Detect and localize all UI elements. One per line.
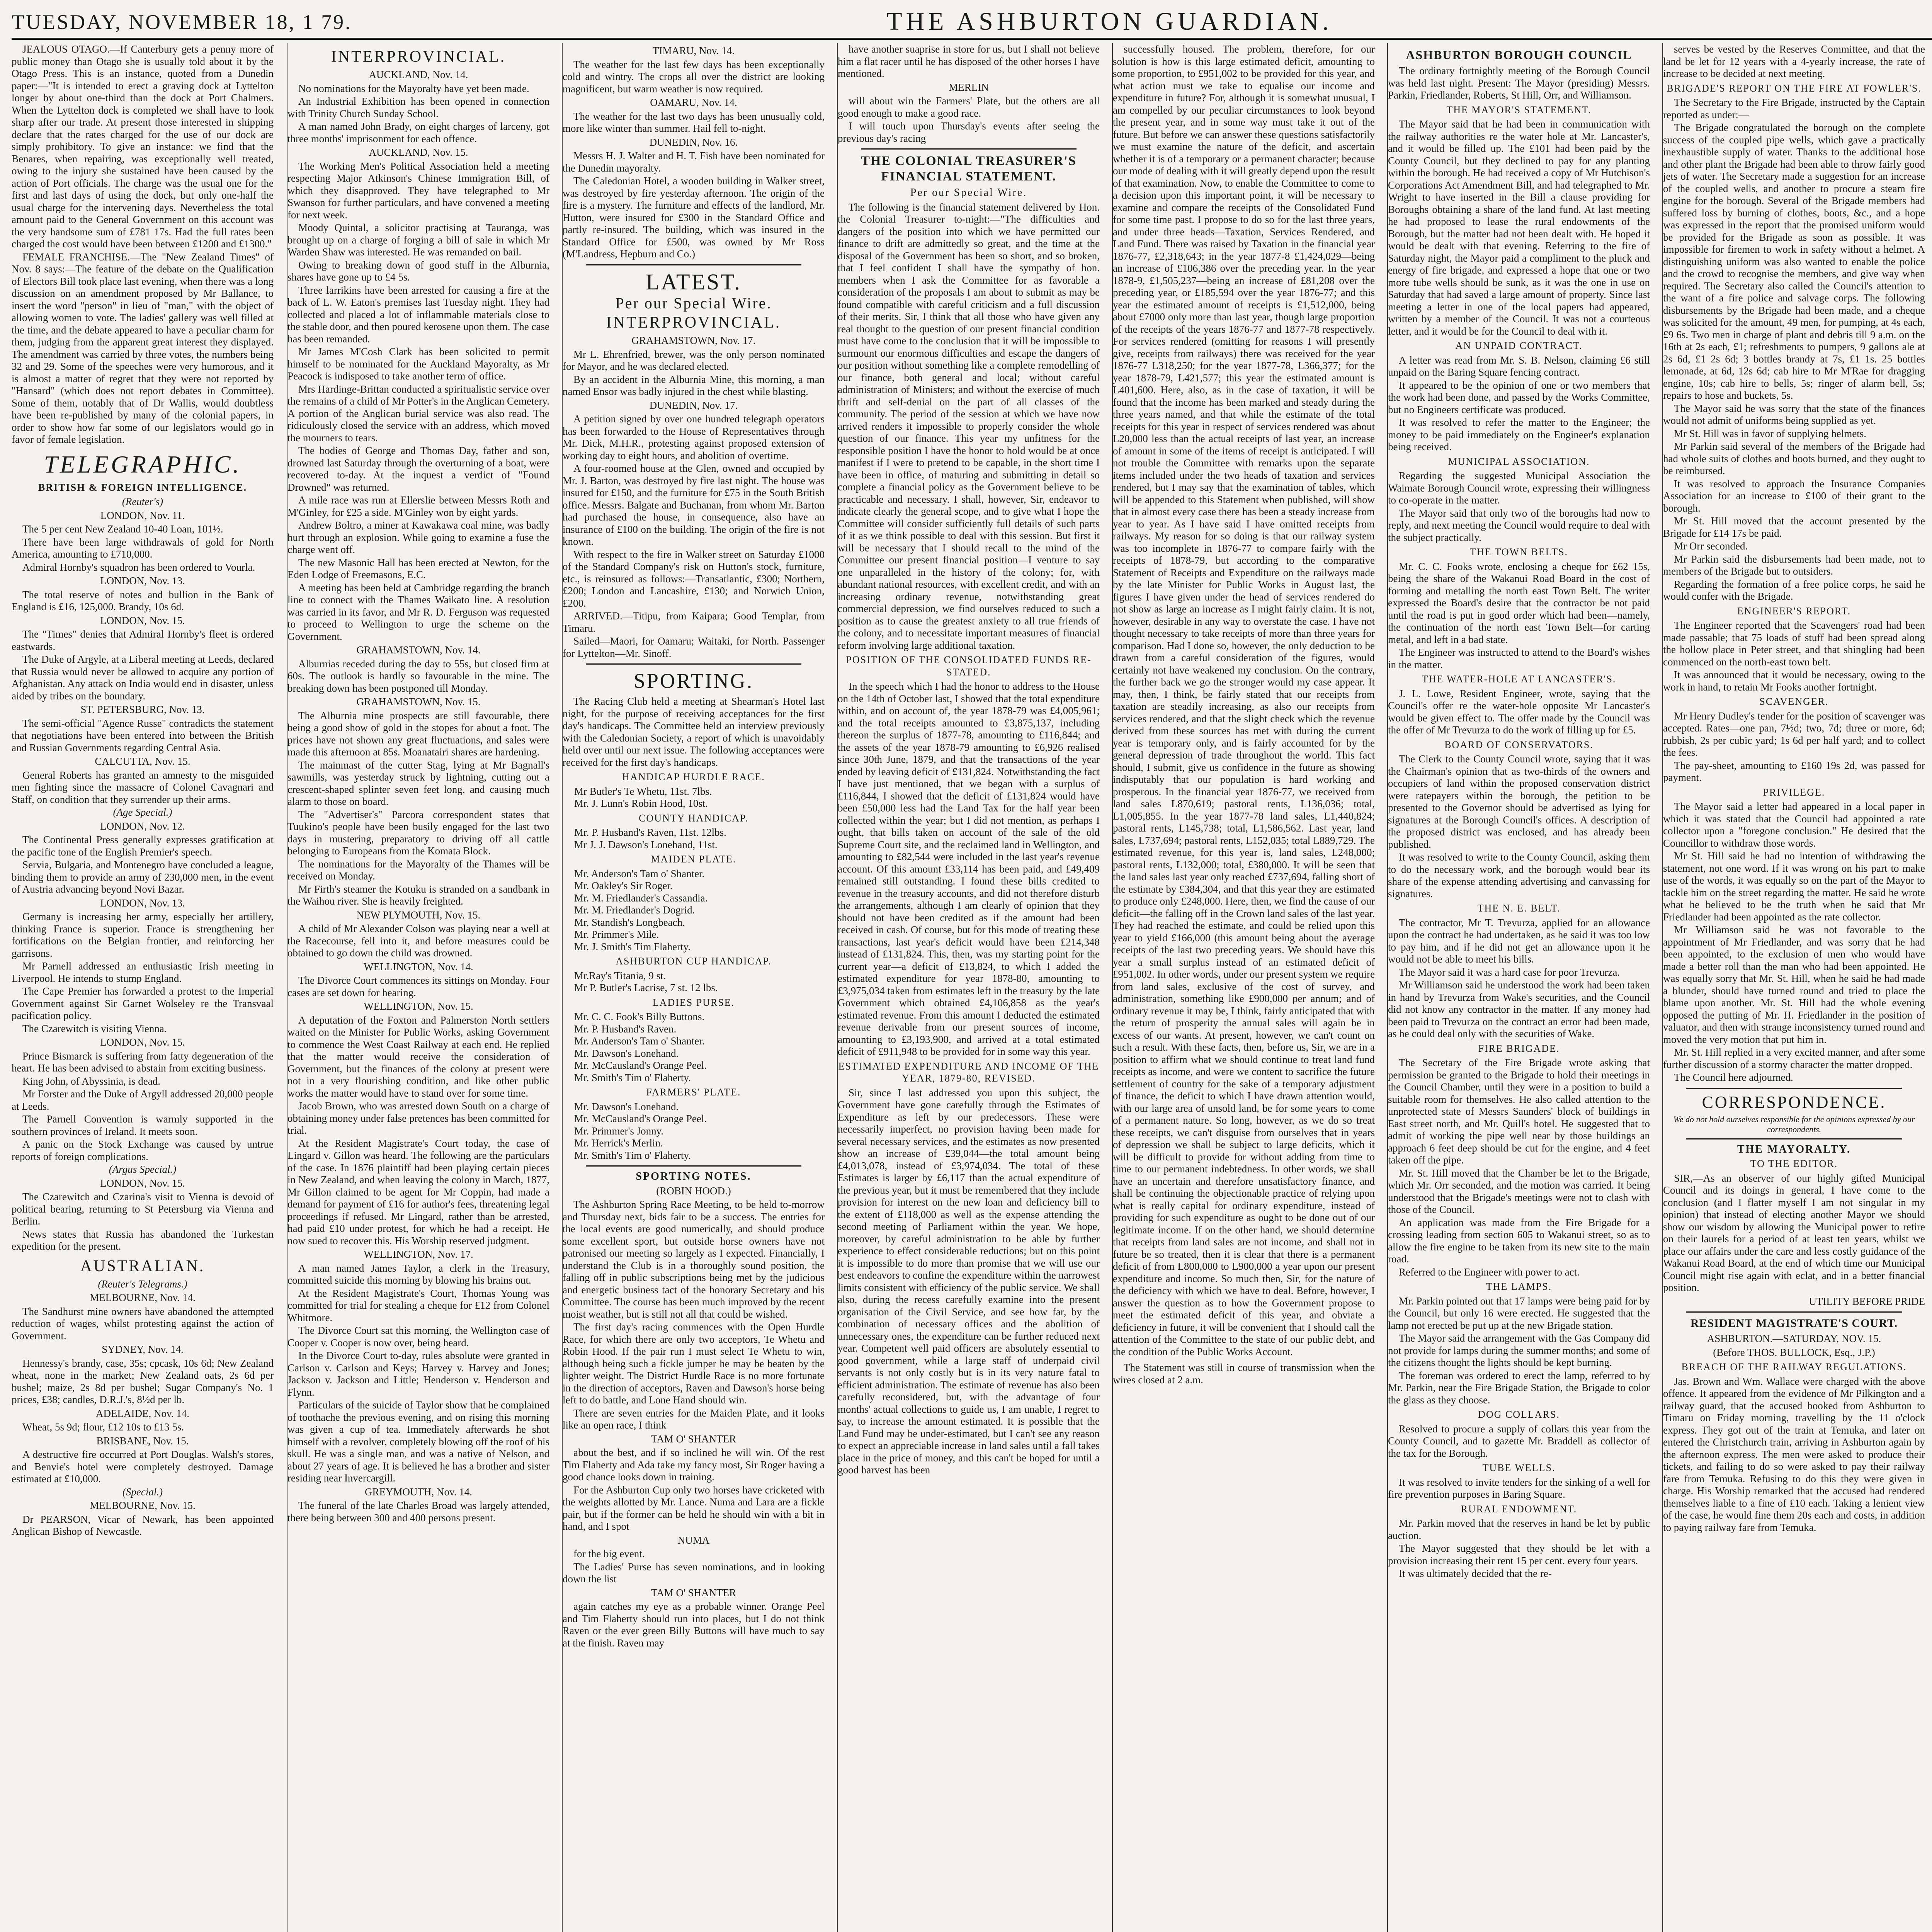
section-heading: CORRESPONDENCE. [1702, 1092, 1886, 1112]
paragraph: The Engineer reported that the Scavengers' road had been made passable; that 75 loads of stuff had been spread along the hollow place in Peter street, and that shingling had been commenced on the north-east town belt. [1663, 619, 1925, 668]
paragraph: Mr James M'Cosh Clark has been solicited to permit himself to be nominated for the Auckland Mayoralty, as Mr Peacock is indisposed to take another term of office. [287, 346, 549, 382]
paragraph: It was ultimately decided that the re- [1399, 1568, 1552, 1579]
dateline: NEW PLYMOUTH, Nov. 15. [356, 909, 481, 921]
section-heading: INTERPROVINCIAL. [606, 314, 781, 332]
paragraph: The Caledonian Hotel, a wooden building in Walker street, was destroyed by fire yesterday afternoon. The origin of the fire is a mystery. The furniture and effects of the landlord, Mr. Hutton, were insured for £300 in the Standard Office and partly re-insured. The building, which was insured in the Standard Office for £500, was owned by Mr Ross (M'Landress, Hepburn and Co.) [563, 175, 825, 260]
paragraph: Mr Williamson said he was not favorable to the appointment of Mr Friedlander, and was sorry that he had been appointed, to the exclusion of men who would have made a better roll than the man who had been appointed. He was equally sorry that Mr. St. Hill, when he said he had made a blunder, should have turned round and tried to place the blame upon another. Mr. St. Hill had the whole evening opposed the putting of Mr. H. Friedlander in the position of valuator, and then with strange inconsistency turned round and moved the very motion that put him in. [1663, 924, 1925, 1045]
paragraph: The "Times" denies that Admiral Hornby's fleet is ordered eastwards. [12, 628, 274, 652]
paragraph: Mr. St. Hill moved that the Chamber be let to the Brigade, which Mr. Orr seconded, and the motion was carried. It being understood that the Brigade's meetings were not to clash with those of the Council. [1388, 1167, 1650, 1215]
subsection-heading: THE TOWN BELTS. [1469, 546, 1568, 558]
paragraph: It was resolved to invite tenders for the sinking of a well for fire prevention purposes in Baring Square. [1388, 1476, 1650, 1500]
paragraph: The Secretary to the Fire Brigade, instructed by the Captain reported as under:— [1663, 97, 1925, 121]
race-heading: FARMERS' PLATE. [646, 1087, 741, 1098]
paragraph: The Brigade congratulated the borough on the complete success of the coupled pipe wells, which gave a practically inexhaustible supply of water. Thanks to the additional hose and other plant the Brigade had been able to throw fairly good jets of water. The Secretary made a suggestion for an increase of the coupled wells, and another to procure a steam fire engine for the borough. Several of the Brigade members had suffered loss by burning of clothes, boots, &c., and a hope was expressed in the report that the promised uniform would be provided for the Brigade as soon as possible. It was impossible for firemen to work in safety without a helmet. A distinguishing uniform was also wanted to enable the police and the crowd to recognise the members, and give way when required. The Secretary also called the Council's attention to the want of a fire police and salvage corps. The following disbursements by the Brigade had been made, and a cheque was solicited for the amount, 49 men, for pumping, at 4s each, £9 6s. Two men in charge of plant and debris till 9 a.m. on the 16th at 2s each, £1; refreshments to pumpers, 9 gallons ale at 2s 6d, £1 2s 6d; 3 bottles brandy at 7s, £1 1s. 25 bottles lemonade, at 6d, 12s 6d; cab hire to Mr M'Rae for dragging engine, 10s; cab hire to bells, 5s; ringer of alarm bell, 5s; repairs to hose and buckets, 5s. [1663, 122, 1925, 401]
horse-name: MERLIN [949, 81, 989, 93]
paragraph: The Cape Premier has forwarded a protest to the Imperial Government against Sir Garnet Wolseley re the Transvaal pacification policy. [12, 985, 274, 1021]
paragraph: For the Ashburton Cup only two horses have cricketed with the weights allotted by Mr. Lance. Numa and Lara are a fickle pair, but if the former can be held he should win with a bit in hand, and I spot [563, 1484, 825, 1532]
paragraph: Mr. St. Hill replied in a very excited manner, and after some further discussion of a stormy character the matter dropped. [1663, 1046, 1925, 1070]
paragraph: The Mayor said it was a hard case for poor Trevurza. [1399, 966, 1620, 978]
paragraph: Regarding the formation of a free police corps, he said he would confer with the Brigade. [1663, 578, 1925, 602]
paragraph: Mr Forster and the Duke of Argyll addressed 20,000 people at Leeds. [12, 1088, 274, 1112]
paragraph: Mr. Parkin moved that the reserves in hand be let by public auction. [1388, 1517, 1650, 1541]
paragraph: News states that Russia has abandoned the Turkestan expedition for the present. [12, 1228, 274, 1252]
paragraph: Jas. Brown and Wm. Wallace were charged with the above offence. It appeared from the evidence of Mr Pilkington and a railway guard, that the accused booked from Ashburton to Timaru on Friday morning, travelling by the 11 o'clock express. They got out of the train at Temuka, and later on entered the Christchurch train, arriving in Ashburton again by the afternoon express. The men were asked to produce their tickets, and failing to do so were asked to pay their railway fare from Temuka. Refusing to do this they were given in charge. His Worship remarked that the accused had rendered themselves liable to a fine of £10 each. Taking a lenient view of the case, he would fine them 20s each and costs, in addition to paying railway fare from Temuka. [1663, 1375, 1925, 1533]
dateline: CALCUTTA, Nov. 15. [95, 755, 190, 767]
subsection-heading: Per our Special Wire. [615, 294, 772, 312]
list-item: Mr. McCausland's Orange Peel. [574, 1113, 707, 1124]
paragraph: Sailed—Maori, for Oamaru; Waitaki, for North. Passenger for Lyttelton—Mr. Sinoff. [563, 635, 825, 659]
paragraph: ARRIVED.—Titipu, from Kaipara; Good Templar, from Timaru. [563, 610, 825, 634]
dateline: WELLINGTON, Nov. 17. [364, 1248, 473, 1260]
paragraph: By an accident in the Alburnia Mine, this morning, a man named Ensor was badly injured in the chest while blasting. [563, 373, 825, 397]
paragraph: have another suaprise in store for us, but I shall not believe him a flat racer until he has disposed of the other horses I have mentioned. [838, 43, 1100, 79]
paragraph: The contractor, Mr T. Trevurza, applied for an allowance upon the contract he had undertaken, as he said it was too low to pay him, and if he did not get an allowance upon it he would not be able to meet his bills. [1388, 917, 1650, 965]
dateline: BRISBANE, Nov. 15. [96, 1435, 189, 1447]
divider [586, 264, 801, 265]
divider [1686, 1088, 1902, 1089]
column-3 [562, 43, 825, 1932]
paragraph: The "Advertiser's" Parcora correspondent states that Tuukino's people have been busily engaged for the last two days in mustering, preparatory to driving off all cattle belonging to Europeans from the Komata Block. [287, 808, 549, 857]
paragraph: Mr Henry Dudley's tender for the position of scavenger was accepted. Rates—one pan, 7½d; two, 7d; three or more, 6d; rubbish, 2s per cubic yard; 1s 6d per half yard; and to collect the fees. [1663, 710, 1925, 758]
entry-list [574, 1011, 825, 1084]
dateline: DUNEDIN, Nov. 16. [649, 136, 738, 148]
column-1 [12, 43, 274, 1932]
paragraph: An Industrial Exhibition has been opened in connection with Trinity Church Sunday School. [287, 95, 549, 119]
paragraph: The Sandhurst mine owners have abandoned the attempted reduction of wages, whilst protesting against the action of Government. [12, 1305, 274, 1342]
paragraph: again catches my eye as a probable winner. Orange Peel and Tim Flaherty should run into places, but I do not think Raven or the ever green Billy Buttons will have much to say at the finish. Raven may [563, 1600, 825, 1649]
race-heading: LADIES PURSE. [652, 997, 735, 1008]
paragraph: I will touch upon Thursday's events after seeing the previous day's racing [838, 120, 1100, 144]
paragraph: The following is the financial statement delivered by Hon. the Colonial Treasurer to-night:—"The difficulties and dangers of the position into which we have permitted our finance to drift are admittedly so great, and the time at the disposal of the Government has been so short, and so broken, that I feel confident I shall have the sympathy of hon. members when I ask the Committee for as favorable a consideration of the proposals I am about to submit as may be found compatible with careful criticism and a full discussion of their merits. Sir, I think that all those who have given any real thought to the question of our present financial condition must have come to the conclusion that it will be impossible to surmount our enormous difficulties and escape the dangers of our position without something like a complete remodelling of our finance, both general and local; without careful administration of Ministers; and without the exercise of much thrift and self-denial on the part of all classes of the community. The period of the session at which we have now arrived renders it impossible to properly consider the whole question of our finance. This year my unfitness for the responsible position I have the honor to hold would be at once manifest if I were to pretend to be capable, in the short time I have been in office, of maturing and submitting in detail so complete a financial policy as the Government believe to be practicable and necessary. I shall, however, Sir, endeavor to indicate clearly the general scope, and to give what I hope the Committee will consider sufficiently full details of such parts of it as we think possible to deal with this session. But first it will be necessary that I should recall to the mind of the Committee our present financial position—I venture to say one unparalleled in the history of the colony; for, with abundant national resources, with excellent credit, and with an increasing ordinary revenue, notwithstanding great commercial depression, we find ourselves reduced to such a position as to cause the greatest anxiety to all true friends of the colony, and to necessitate important measures of financial reform involving large additional taxation. [838, 201, 1100, 651]
paragraph: A petition signed by over one hundred telegraph operators has been forwarded to the House of Representatives through Mr. Dick, M.H.R., protesting against proposed extension of working day to eight hours, and abolition of overtime. [563, 413, 825, 461]
paragraph: A mile race was run at Ellerslie between Messrs Roth and M'Ginley, for £25 a side. M'Ginley won by eight yards. [287, 494, 549, 518]
dateline: WELLINGTON, Nov. 15. [364, 1000, 473, 1012]
subsection-heading: Per our Special Wire. [910, 187, 1027, 199]
paragraph: Wheat, 5s 9d; flour, £12 10s to £13 5s. [22, 1421, 184, 1433]
masthead [12, 7, 1932, 40]
entry-list [574, 1101, 825, 1162]
paragraph: The bodies of George and Thomas Day, father and son, drowned last Saturday through the overturning of a boat, were recovered to-day. At the inquest a verdict of "Found Drowned" was returned. [287, 445, 549, 493]
paragraph: Regarding the suggested Municipal Association the Waimate Borough Council wrote, expressing their willingness to co-operate in the matter. [1388, 470, 1650, 506]
paragraph: Particulars of the suicide of Taylor show that he complained of toothache the previous evening, and on rising this morning was given a cup of tea. Immediately afterwards he shot himself with a revolver, completely blowing off the roof of his skull. He was a single man, and was a native of Nelson, and about 27 years of age. It is believed he has a brother and sister residing near Invercargill. [287, 1399, 549, 1484]
paragraph: The Mayor suggested that they should be let with a provision increasing their rent 15 per cent. every four years. [1388, 1543, 1650, 1566]
paragraph: Hennessy's brandy, case, 35s; cpcask, 10s 6d; New Zealand wheat, none in the market; New Zealand oats, 2s 6d per bushel; maize, 2s 8d per bushel; Sugar Company's No. 1 prices, £38; candles, D.R.J.'s, 8½d per lb. [12, 1357, 274, 1405]
paragraph: The Parnell Convention is warmly supported in the southern provinces of Ireland. It meets soon. [12, 1113, 274, 1137]
paragraph: With respect to the fire in Walker street on Saturday £1000 of the Standard Company's risk on Hutton's stock, furniture, etc., is reinsured as follows:—Transatlantic, £300; Northern, £200; London and Lancashire, £130; and Norwich Union, £200. [563, 548, 825, 609]
dateline: ASHBURTON.—SATURDAY, NOV. 15. [1707, 1333, 1881, 1344]
subsection-heading: TUBE WELLS. [1482, 1462, 1556, 1473]
paragraph: Alburnias receded during the day to 55s, but closed firm at 60s. The outlook is hardly so favourable in the mine. The breaking down has been postponed till Monday. [287, 658, 549, 694]
paragraph: Referred to the Engineer with power to act. [1399, 1266, 1580, 1278]
paragraph: The Mayor said he was sorry that the state of the finances would not admit of uniforms being supplied as yet. [1663, 402, 1925, 426]
list-item: Mr. C. C. Fook's Billy Buttons. [574, 1011, 705, 1022]
paragraph: The Mayor said a letter had appeared in a local paper in which it was stated that the Council had appointed a rate collector upon a "foregone conclusion." He desired that the Councillor to withdraw those words. [1663, 801, 1925, 849]
paragraph: The first day's racing commences with the Open Hurdle Race, for which there are only two acceptors, Te Whetu and Robin Hood. If the pair run I must select Te Whetu to win, although being such a fickle jumper he may be beaten by the lighter weight. The District Hurdle Race is no more fortunate in the direction of acceptors, Raven and Dawson's horse being left to do battle, and Lone Hand should win. [563, 1321, 825, 1406]
dateline: GREYMOUTH, Nov. 14. [365, 1486, 472, 1498]
column-4 [837, 43, 1100, 1932]
paragraph: General Roberts has granted an amnesty to the misguided men fighting since the massacre of Colonel Cavagnari and Staff, on condition that they surrender up their arms. [12, 769, 274, 805]
dateline: MELBOURNE, Nov. 14. [90, 1292, 196, 1303]
byline: (ROBIN HOOD.) [656, 1185, 731, 1197]
paragraph: The Statement was still in course of transmission when the wires closed at 2 a.m. [1113, 1362, 1375, 1386]
paragraph: A four-roomed house at the Glen, owned and occupied by Mr. J. Barton, was destroyed by fire last night. The house was insured for £150, and the furniture for £75 in the South British office. Messrs. Balgate and Buchanan, from whom Mr. Barton had purchased the house, in consequence, also have an insurance of £100 on the building. The origin of the fire is not known. [563, 463, 825, 547]
paragraph: The Divorce Court sat this morning, the Wellington case of Cooper v. Cooper is now over, being heard. [287, 1325, 549, 1349]
list-item: Mr. Primmer's Mile. [574, 929, 659, 940]
paragraph: The mainmast of the cutter Stag, lying at Mr Bagnall's sawmills, was yesterday struck by lightning, cutting out a crescent-shaped splinter seven feet long, and causing much alarm to those on board. [287, 759, 549, 807]
paragraph: Dr PEARSON, Vicar of Newark, has been appointed Anglican Bishop of Newcastle. [12, 1513, 274, 1537]
paragraph: It was resolved to approach the Insurance Companies Association for an increase to £100 of their grant to the borough. [1663, 478, 1925, 514]
paragraph: JEALOUS OTAGO.—If Canterbury gets a penny more of public money than Otago she is usually told about it by the Otago Press. This is an instance, quoted from a Dunedin paper:—"It is intended to erect a graving dock at Lyttelton longer by about one-third than the dock at Port Chalmers. When the Lyttelton dock is completed we shall have to look sharp after our trade. At present those interested in shipping declare that the rates charged for the use of our dock are simply prohibitory. To give an instance: we find that the Benares, when repairing, was exceptionally well treated, owing to the injury she sustained have been caused by the action of Port officials. The charge was the usual one for the first and last days of using the dock, but only one-half the usual charge for the intervening days. Nevertheless the total amount paid to the General Government on this account was the very handsome sum of £781 17s. Had the full rates been charged the cost would have been between £1200 and £1300." [12, 43, 274, 250]
section-heading: THE COLONIAL TREASURER'S FINANCIAL STATEMENT. [861, 154, 1077, 184]
paragraph: will about win the Farmers' Plate, but the others are all good enough to make a good race. [838, 95, 1100, 119]
dateline: TIMARU, Nov. 14. [653, 45, 735, 56]
paragraph: Mr L. Ehrenfried, brewer, was the only person nominated for Mayor, and he was declared elected. [563, 348, 825, 372]
horse-name: NUMA [677, 1534, 710, 1546]
source-note: (Special.) [122, 1486, 163, 1498]
list-item: Mr Butler's Te Whetu, 11st. 7lbs. [574, 785, 712, 797]
paragraph: Prince Bismarck is suffering from fatty degeneration of the heart. He has been advised to abstain from exciting business. [12, 1050, 274, 1074]
paragraph: The Duke of Argyle, at a Liberal meeting at Leeds, declared that Russia would never be allowed to acquire any portion of Afghanistan. Any attack on India would end in disaster, unless aided by tribes on the boundary. [12, 653, 274, 702]
paragraph: Mr St. Hill moved that the account presented by the Brigade for £14 17s be paid. [1663, 515, 1925, 539]
paragraph: Mr Parkin said the disbursements had been made, not to members of the Brigade but to outsiders. [1663, 553, 1925, 577]
paragraph: for the big event. [573, 1548, 645, 1560]
dateline: GRAHAMSTOWN, Nov. 14. [356, 644, 481, 656]
paragraph: It was announced that it would be necessary, owing to the work in hand, to retain Mr Fooks another fortnight. [1663, 669, 1925, 693]
paragraph: Mrs Hardinge-Brittan conducted a spiritualistic service over the remains of a child of Mr Potter's in the Anglican Cemetery. A portion of the Anglican burial service was also read. The ridiculously closed the service with an address, which moved the mourners to tears. [287, 383, 549, 444]
divider [1686, 1138, 1902, 1139]
paragraph: Andrew Boltro, a miner at Kawakawa coal mine, was badly hurt through an explosion. While going to examine a fuse the charge went off. [287, 519, 549, 555]
list-item: Mr P. Butler's Lacrise, 7 st. 12 lbs. [574, 982, 718, 993]
horse-name: TAM O' SHANTER [651, 1587, 736, 1599]
paragraph: It appeared to be the opinion of one or two members that the work had been done, and passed by the Works Committee, but no Engineers certificate was produced. [1388, 379, 1650, 415]
letter-title: THE MAYORALTY. [1737, 1143, 1851, 1155]
subsection-heading: AN UNPAID CONTRACT. [1455, 340, 1583, 351]
paragraph: Owing to breaking down of good stuff in the Alburnia, shares have gone up to £4 5s. [287, 259, 549, 283]
paragraph: The foreman was ordered to erect the lamp, referred to by Mr. Parkin, near the Fire Brigade Station, the Brigade to color the glass as they choose. [1388, 1369, 1650, 1406]
paragraph: Sir, since I last addressed you upon this subject, the Government have gone carefully through the Estimates of Expenditure as left by our predecessors. These were necessarily imperfect, no provision having been made for several necessary services, and the estimates as now presented show an increase of £39,044—the total amount being £4,013,078, instead of £3,974,034. The total of these Estimates is larger by £6,117 than the actual expenditure of the previous year, but it must be remembered that they include provision for interest on the new loan and deficiency bill to the extent of £118,000 as well as the expense attending the second meeting of Parliament within the year. We hope, moreover, by careful administration to be able by further experience to effect considerable reductions; but on this point it is impossible to do more than promise that we will use our best endeavors to confine the expenditure within the narrowest limits consistent with efficiency of the public service. We shall also, during the recess carefully examine into the present organisation of the Civil Service, and see how far, by the combination of necessary offices and the abolition of unnecessary ones, the expenditure can be further reduced next year. Competent well paid officers are absolutely essential to good government, while a large staff of underpaid civil servants is not only costly but is in its very nature fatal to efficient administration. The estimate of revenue has also been carefully reconsidered, but, with the advantage of four months' actual collections to guide us, I am unable, I regret to say, to increase the amount estimated. It is possible that the Land Fund may be under-estimated, but I can't see any reason to expect an appreciable increase in land sales until a fall takes place in the price of money, and this can't be hoped for until a good harvest has been [838, 1087, 1100, 1476]
divider [586, 663, 801, 665]
race-heading: ASHBURTON CUP HANDICAP. [616, 956, 772, 967]
divider [586, 1165, 801, 1167]
paragraph: Three larrikins have been arrested for causing a fire at the back of L. W. Eaton's premises last Tuesday night. They had collected and placed a lot of inflammable materials close to the stable door, and then poured kerosene upon them. The case has been remanded. [287, 284, 549, 345]
paragraph: The new Masonic Hall has been erected at Newton, for the Eden Lodge of Freemasons, E.C. [287, 556, 549, 580]
entry-list [574, 868, 825, 953]
paragraph: Resolved to procure a supply of collars this year from the County Council, and to gazette Mr. Braddell as collector of the tax for the Borough. [1388, 1423, 1650, 1459]
section-heading: TELEGRAPHIC. [44, 450, 242, 478]
columns [12, 43, 1932, 1932]
paragraph: The semi-official "Agence Russe" contradicts the statement that negotiations have been entered into between the British and Russian Governments regarding Central Asia. [12, 717, 274, 753]
paragraph: The Mayor said that he had been in communication with the railway authorities re the water hole at Mr. Lancaster's, and it would be filled up. The £101 had been paid by the County Council, but they declined to pay for any planting within the borough. He had received a copy of Mr Hutchison's Corporations Act Amendment Bill, and had telegraphed to Mr. Wright to have inserted in the Bill a clause providing for Boroughs obtaining a share of the land fund. At last meeting he had proposed to lease the rural endowments of the Borough, but the matter had not been dealt with. He hoped it would be dealt with that evening. Referring to the fire of Saturday night, the Mayor paid a compliment to the pluck and energy of fire brigade, and expressed a hope that one or two more tube wells should be sunk, as it was the one in use on Saturday that had saved a large amount of property. Since last meeting a letter in one of the local papers had appeared, written by a member of the Council. It was not a courteous letter, and it would be for the Council to deal with it. [1388, 118, 1650, 337]
list-item: Mr. P. Husband's Raven. [574, 1023, 677, 1035]
race-heading: MAIDEN PLATE. [651, 854, 736, 865]
paragraph: The Continental Press generally expresses gratification at the pacific tone of the English Premier's speech. [12, 834, 274, 858]
paragraph: The nominations for the Mayoralty of the Thames will be received on Monday. [287, 858, 549, 882]
bench-note: (Before THOS. BULLOCK, Esq., J.P.) [1713, 1346, 1875, 1358]
paragraph: The Czarewitch is visiting Vienna. [22, 1022, 167, 1034]
paragraph: Admiral Hornby's squadron has been ordered to Vourla. [22, 561, 255, 573]
paragraph: A child of Mr Alexander Colson was playing near a well at the Racecourse, fell into it, and before measures could be obtained to go down the child was drowned. [287, 923, 549, 959]
paragraph: The Engineer was instructed to attend to the Board's wishes in the matter. [1388, 646, 1650, 670]
list-item: Mr. M. Friedlander's Dogrid. [574, 904, 695, 916]
list-item: Mr. P. Husband's Raven, 11st. 12lbs. [574, 827, 726, 838]
paragraph: The Mayor said the arrangement with the Gas Company did not provide for lamps during the summer months; and some of the citizens thought the lights should be kept burning. [1388, 1332, 1650, 1368]
dateline: GRAHAMSTOWN, Nov. 17. [631, 335, 756, 346]
paragraph: The Ashburton Spring Race Meeting, to be held to-morrow and Thursday next, bids fair to be a success. The entries for the local events are good numerically, and should produce some excellent sport, but outside horse owners have not patronised our meeting so largely as I expected. Financially, I understand the Club is in a thoroughly sound position, the falling off in public subscriptions being met by the judicious and energetic business tact of the honorary Secretary and his Committee. The course has been much improved by the recent moist weather, but is still not all that could be wished. [563, 1199, 825, 1320]
paragraph: There have been large withdrawals of gold for North America, amounting to £710,000. [12, 536, 274, 560]
paragraph: Mr St. Hill was in favor of supplying helmets. [1674, 427, 1866, 439]
paragraph: The Working Men's Political Association held a meeting respecting Major Atkinson's Chinese Immigration Bill, of which they disapproved. They have telegraphed to Mr Swanson for further particulars, and have convened a meeting for next week. [287, 160, 549, 221]
paragraph: A man named James Taylor, a clerk in the Treasury, committed suicide this morning by blowing his brains out. [287, 1262, 549, 1286]
paragraph: Mr Williamson said he understood the work had been taken in hand by Trevurza from Wake's securities, and the Council did not know any contractor in the matter. If any money had been paid to Trevurza on the contract an error had been made, as he could deal only with the securities of Wake. [1388, 979, 1650, 1039]
dateline: LONDON, Nov. 12. [100, 820, 185, 832]
paragraph: The 5 per cent New Zealand 10-40 Loan, 101½. [22, 523, 223, 535]
entry-list [574, 786, 825, 810]
dateline: WELLINGTON, Nov. 14. [364, 961, 473, 973]
dateline: LONDON, Nov. 15. [100, 614, 185, 626]
paragraph: Servia, Bulgaria, and Montenegro have concluded a league, binding them to provide an army of 230,000 men, in the event of Austria advancing beyond Novi Bazar. [12, 859, 274, 895]
list-item: Mr. McCausland's Orange Peel. [574, 1060, 707, 1071]
dateline: LONDON, Nov. 13. [100, 897, 185, 909]
paragraph: There are seven entries for the Maiden Plate, and it looks like an open race, I think [563, 1407, 825, 1431]
paragraph: Jacob Brown, who was arrested down South on a charge of obtaining money under false pretences has been committed for trial. [287, 1100, 549, 1136]
list-item: Mr. Anderson's Tam o' Shanter. [574, 867, 705, 879]
paragraph: A man named John Brady, on eight charges of larceny, got three months' imprisonment for each offence. [287, 121, 549, 145]
paragraph: At the Resident Magistrate's Court today, the case of Lingard v. Gillon was heard. The following are the particulars of the case. In 1876 plaintiff had been playing certain pieces in New Zealand, and when leaving the colony in March, 1877, Mr Gillon claimed to be agent for Mr Coppin, had made a demand for payment of £16 for author's fees, threatening legal proceedings if refused. Mr Lingard, rather than be arrested, had paid £10 under protest, for which he had a receipt. He now sued to recover this. His Worship reserved judgment. [287, 1137, 549, 1247]
paragraph: Mr Parnell addressed an enthusiastic Irish meeting in Liverpool. He intends to stump England. [12, 960, 274, 984]
paragraph: The Secretary of the Fire Brigade wrote asking that permission be granted to the Brigade to hold their meetings in the Council Chamber, until they were in a position to build a suitable room for themselves. He also called attention to the unprotected state of Messrs Saunders' block of buildings in East street north, and Mr. Quill's hotel. He suggested that to admit of working the pipe well near by those buildings an approach 6 feet deep should be cut for the engine, and 4 feet taken off the pipe. [1388, 1057, 1650, 1166]
list-item: Mr. J. Smith's Tim Flaherty. [574, 940, 690, 952]
section-heading: SPORTING. [633, 669, 754, 692]
column-5 [1112, 43, 1375, 1932]
subsection-heading: BRIGADE'S REPORT ON THE FIRE AT FOWLER'S. [1667, 82, 1922, 94]
issue-date: TUESDAY, NOVEMBER 18, 1 79. [12, 10, 352, 34]
race-heading: HANDICAP HURDLE RACE. [622, 771, 765, 782]
dateline: LONDON, Nov. 15. [100, 1036, 185, 1048]
paragraph: A letter was read from Mr. S. B. Nelson, claiming £6 still unpaid on the Baring Square fencing contract. [1388, 354, 1650, 378]
dateline: ADELAIDE, Nov. 14. [96, 1407, 189, 1419]
subsection-heading: SCAVENGER. [1759, 696, 1829, 707]
paragraph: Mr St. Hill said he had no intention of withdrawing the statement, not one word. If it was wrong on his part to make use of the words, it was equally so on the part of the Mayor to tackle him on the street regarding the matter. He said he wrote what he believed to be the truth when he said that Mr Friedlander had been appointed as the rate collector. [1663, 850, 1925, 923]
paragraph: The weather for the last two days has been unusually cold, more like winter than summer. Hail fell to-night. [563, 110, 825, 134]
paragraph: A deputation of the Foxton and Palmerston North settlers waited on the Minister for Public Works, asking Government to commence the West Coast Railway at each end. He replied that the matter would receive the consideration of Government, but the finances of the colony at present were not in a very flourishing condition, and like other public works the matter would have to stand over for some time. [287, 1014, 549, 1099]
subsection-heading: THE WATER-HOLE AT LANCASTER'S. [1422, 673, 1616, 685]
paragraph: Messrs H. J. Walter and H. T. Fish have been nominated for the Dunedin mayoralty. [563, 150, 825, 174]
dateline: GRAHAMSTOWN, Nov. 15. [356, 696, 481, 707]
paragraph: The weather for the last few days has been exceptionally cold and wintry. The crops all over the district are looking magnificent, but warm weather is now required. [563, 58, 825, 95]
paragraph: SIR,—As an observer of our highly gifted Municipal Council and its doings in general, I have come to the conclusion (and I flatter myself I am not singular in my opinion) that instead of electing another Mayor we should show our wisdom by allowing the Municipal power to retire on their laurels for a period of at least ten years, whilst we place our affairs under the care and less costly guidance of the Wakanui Road Board, at the end of which time our Municipal Council might rise again with eclat, and in a better financial position. [1663, 1172, 1925, 1293]
column-2 [287, 43, 549, 1932]
paragraph: The funeral of the late Charles Broad was largely attended, there being between 300 and 400 persons present. [287, 1500, 549, 1524]
newspaper-title: THE ASHBURTON GUARDIAN. [886, 7, 1333, 36]
paragraph: The Clerk to the County Council wrote, saying that it was the Chairman's opinion that as two-thirds of the owners and occupiers of land within the proposed conservation district were ratepayers within the borough, the petition to be presented to the Governor should be advertised as lying for signatures at the Borough Council's offices. A description of the proposed district was enclosed, and has already been published. [1388, 753, 1650, 850]
list-item: Mr J. J. Dawson's Lonehand, 11st. [574, 838, 718, 850]
dateline: AUCKLAND, Nov. 14. [369, 69, 468, 80]
subsection-heading: DOG COLLARS. [1478, 1409, 1560, 1420]
subsection-heading: THE N. E. BELT. [1477, 903, 1561, 914]
source-note: (Argus Special.) [109, 1163, 177, 1175]
list-item: Mr. Primmer's Jonny. [574, 1125, 664, 1137]
paragraph: In the speech which I had the honor to address to the House on the 14th of October last, I showed that the total expenditure within, and on account of, the year 1878-79 was £4,005,961; and the total receipts amounted to £3,875,137, including thereon the surplus of 1877-78, amounting to £116,844; and the assets of the year 1878-79 amounting to £6,926 realised since 30th June, 1879, and that the transactions of the year ended by leaving deficit of £131,824. Notwithstanding the fact I have just mentioned, that we began with a surplus of £116,844, I showed that the deficit of £131,824 would have been £50,000 less had the Land Tax for the half year been collected within the year; but I did not mention, as perhaps I ought, that bills taken on account of the sale of the old Supreme Court site, and the reclaimed land in Wellington, and amounting to £82,544 were included in the last year's revenue account. Of this amount £33,114 has been paid, and £49,409 remained still outstanding. I found these bills credited to revenue in the treasury accounts, and did not therefore disturb the arrangements, although I am clearly of opinion that they should not have been credited as if the amount had been received in cash. Of course, but for this mode of treating these transactions, last year's deficit would have been £214,348 instead of £131,824. This, then, was my starting point for the current year—a deficit of £13,824, to which I added the estimated expenditure for year 1878-80, amounting to £3,975,034 taken from estimates left in the treasury by the late Government which obtained £4,106,858 as the year's estimated revenue. From this amount I deducted the estimated revenue derivable from our present sources of income, amounting to £3,193,900, and arrived at a total estimated deficit of £911,948 to be provided for in some way this year. [838, 680, 1100, 1057]
list-item: Mr. Anderson's Tam o' Shanter. [574, 1035, 705, 1047]
paragraph: The Mayor said that only two of the boroughs had now to reply, and next meeting the Council would require to deal with the subject practically. [1388, 507, 1650, 543]
section-heading: RESIDENT MAGISTRATE'S COURT. [1690, 1317, 1898, 1330]
source-note: (Reuter's) [122, 496, 163, 507]
column-6 [1387, 43, 1650, 1932]
paragraph: The Racing Club held a meeting at Shearman's Hotel last night, for the purpose of receiving acceptances for the first day's handicaps. The Committee held an interview previously with the Caledonian Society, a report of which is unavoidably held over until our next issue. The following acceptances were received for the first day's handicaps. [563, 696, 825, 768]
paragraph: FEMALE FRANCHISE.—The "New Zealand Times" of Nov. 8 says:—The feature of the debate on the Qualification of Electors Bill took place last evening, when there was a long discussion on an amendment proposed by Mr Ballance, to insert the word "person" in lieu of "man," with the object of allowing women to vote. The ladies' gallery was well filled at the time, and the debate appeared to have a peculiar charm for them, judging from the apparent great interest they displayed. The amendment was carried by three votes, the numbers being 32 and 29. Some of the speeches were very humorous, and it is almost a matter of regret that they were not reported by "Hansard" (which does not report debates in Committee). Some of them, notably that of Dr Wallis, would doubtless have been re-published by many of the colonial papers, in order to show how far some of our legislators would go in favor of female legislation. [12, 251, 274, 445]
list-item: Mr.Ray's Titania, 9 st. [574, 969, 666, 981]
section-heading: ASHBURTON BOROUGH COUNCIL [1406, 48, 1632, 62]
paragraph: The pay-sheet, amounting to £160 19s 2d, was passed for payment. [1663, 759, 1925, 783]
list-item: Mr. Dawson's Lonehand. [574, 1100, 679, 1112]
paragraph: In the Divorce Court to-day, rules absolute were granted in Carlson v. Carlson and Keys; Harvey v. Harvey and Jones; Jackson v. Jackson and Little; Henderson v. Henderson and Flynn. [287, 1350, 549, 1398]
paragraph: The Alburnia mine prospects are still favourable, there being a good show of gold in the stopes for about a foot. The prices have not shown any great fluctuations, and sales were made this afternoon at 85s. Moanatairi shares are hardening. [287, 709, 549, 758]
source-note: (Age Special.) [113, 806, 172, 818]
section-heading: LATEST. [646, 269, 742, 294]
divider [1686, 1311, 1902, 1313]
subsection-heading: THE LAMPS. [1486, 1281, 1552, 1292]
source-note: (Reuter's Telegrams.) [98, 1278, 187, 1290]
paragraph: about the best, and if so inclined he will win. Of the rest Tim Flaherty and Ada take my fancy most, Sir Roger having a good chance looks down in training. [563, 1447, 825, 1483]
paragraph: It was resolved to write to the County Council, asking them to do the necessary work, and the borough would bear its share of the expense attending advertising and canvassing for signatures. [1388, 851, 1650, 900]
subsection-heading: THE MAYOR'S STATEMENT. [1446, 104, 1592, 116]
entry-list [574, 970, 825, 994]
horse-name: TAM O' SHANTER [651, 1433, 736, 1445]
dateline: DUNEDIN, Nov. 17. [649, 399, 738, 411]
race-heading: COUNTY HANDICAP. [639, 812, 748, 824]
paragraph: Mr. Parkin pointed out that 17 lamps were being paid for by the Council, but only 16 were erected. He suggested that the lamp not erected be put up at the new Brigade station. [1388, 1295, 1650, 1331]
dateline: AUCKLAND, Nov. 15. [369, 146, 468, 158]
paragraph: Moody Quintal, a solicitor practising at Tauranga, was brought up on a charge of forging a bill of sale in which Mr Warden Shaw was interested. He was remanded on bail. [287, 222, 549, 258]
list-item: Mr. Smith's Tim o' Flaherty. [574, 1071, 691, 1083]
paragraph: The Ladies' Purse has seven nominations, and in looking down the list [563, 1561, 825, 1585]
paragraph: The Council here adjourned. [1674, 1071, 1793, 1083]
dateline: LONDON, Nov. 11. [100, 509, 185, 521]
subsection-heading: MUNICIPAL ASSOCIATION. [1448, 456, 1590, 467]
subsection-heading: RURAL ENDOWMENT. [1461, 1503, 1577, 1515]
list-item: Mr. Smith's Tim o' Flaherty. [574, 1149, 691, 1161]
dateline: SYDNEY, Nov. 14. [102, 1344, 184, 1355]
subsection-heading: BOARD OF CONSERVATORS. [1444, 739, 1594, 750]
list-item: Mr. M. Friedlander's Cassandia. [574, 892, 708, 904]
paragraph: The Divorce Court commences its sittings on Monday. Four cases are set down for hearing. [287, 975, 549, 998]
paragraph: The Czarewitch and Czarina's visit to Vienna is devoid of political bearing, returning to St Petersburg via Vienna and Berlin. [12, 1191, 274, 1227]
dateline: LONDON, Nov. 15. [100, 1177, 185, 1189]
letter-address: TO THE EDITOR. [1750, 1158, 1838, 1169]
list-item: Mr. Dawson's Lonehand. [574, 1047, 679, 1059]
section-heading: AUSTRALIAN. [80, 1257, 205, 1275]
letter-signature: UTILITY BEFORE PRIDE [1809, 1295, 1925, 1307]
paragraph: No nominations for the Mayoralty have yet been made. [298, 82, 529, 94]
section-heading: INTERPROVINCIAL. [331, 48, 506, 66]
dateline: OAMARU, Nov. 14. [650, 97, 737, 108]
list-item: Mr. Herrick's Merlin. [574, 1137, 663, 1149]
case-heading: BREACH OF THE RAILWAY REGULATIONS. [1681, 1361, 1907, 1372]
paragraph: It was resolved to refer the matter to the Engineer; the money to be paid immediately on the Engineer's explanation being received. [1388, 417, 1650, 452]
paragraph: A destructive fire occurred at Port Douglas. Walsh's stores, and Benvie's hotel were completely destroyed. Damage estimated at £10,000. [12, 1449, 274, 1485]
column-7 [1662, 43, 1932, 1932]
paragraph: Mr Firth's steamer the Kotuku is stranded on a sandbank in the Waihou river. She is heavily freighted. [287, 883, 549, 907]
column-7-content [1663, 43, 1925, 1534]
dateline: LONDON, Nov. 13. [100, 575, 185, 587]
entry-list [574, 827, 825, 851]
paragraph: Germany is increasing her army, especially her artillery, thinking France is superior. France is strengthening her fortifications on the Belgian frontier, and reinforcing her garrisons. [12, 911, 274, 959]
paragraph: The total reserve of notes and bullion in the Bank of England is £16, 125,000. Brandy, 10s 6d. [12, 588, 274, 612]
paragraph: J. L. Lowe, Resident Engineer, wrote, saying that the Council's offer re the water-hole opposite Mr Lancaster's would be given effect to. The offer made by the Council was the offer of Mr Trevurza to do the work of filling up for £5. [1388, 687, 1650, 736]
paragraph: Mr. C. C. Fooks wrote, enclosing a cheque for £62 15s, being the share of the Wakanui Road Board in the cost of forming and metalling the north east Town Belt. The writer expressed the Board's desire that the contractor be not paid until the road is put in good order which had been—namely, the continuation of the north east Town Belt—for carting metal, and left in a bad state. [1388, 560, 1650, 645]
paragraph: serves be vested by the Reserves Committee, and that the land be let for 12 years with a 4-yearly increase, the rate of increase to be decided at next meeting. [1663, 43, 1925, 79]
subsection-heading: POSITION OF THE CONSOLIDATED FUNDS RE-STATED. [846, 654, 1092, 678]
paragraph: King John, of Abyssinia, is dead. [22, 1075, 160, 1087]
paragraph: A panic on the Stock Exchange was caused by untrue reports of foreign complications. [12, 1138, 274, 1162]
dateline: MELBOURNE, Nov. 15. [90, 1500, 196, 1511]
paragraph: At the Resident Magistrate's Court, Thomas Young was committed for trial for stealing a cheque for £12 from Colonel Whitmore. [287, 1287, 549, 1323]
paragraph: Mr Parkin said several of the members of the Brigade had had whole suits of clothes and boots burned, and they ought to be reimbursed. [1663, 440, 1925, 476]
list-item: Mr. Oakley's Sir Roger. [574, 880, 673, 891]
paragraph: A meeting has been held at Cambridge regarding the branch line to connect with the Thames Waikato line. A resolution was carried in its favor, and Mr R. D. Ferguson was requested to proceed to Wellington to urge the scheme on the Government. [287, 582, 549, 642]
subsection-heading: ESTIMATED EXPENDITURE AND INCOME OF THE YEAR, 1879-80, REVISED. [838, 1060, 1099, 1084]
divider [861, 148, 1077, 150]
paragraph: The ordinary fortnightly meeting of the Borough Council was held last night. Present: The Mayor (presiding) Messrs. Parkin, Friedlander, Roberts, St Hill, Orr, and Williamson. [1388, 65, 1650, 101]
paragraph: An application was made from the Fire Brigade for a crossing leading from section 605 to Wakanui street, so as to allow the fire engine to be taken from its new site to the main road. [1388, 1216, 1650, 1265]
subsection-heading: BRITISH & FOREIGN INTELLIGENCE. [38, 481, 247, 493]
section-heading: SPORTING NOTES. [636, 1170, 752, 1182]
disclaimer: We do not hold ourselves responsible for the opinions expressed by our correspondents. [1673, 1114, 1915, 1134]
subsection-heading: ENGINEER'S REPORT. [1737, 605, 1851, 617]
subsection-heading: PRIVILEGE. [1763, 786, 1825, 798]
subsection-heading: FIRE BRIGADE. [1478, 1043, 1560, 1054]
dateline: ST. PETERSBURG, Nov. 13. [80, 704, 205, 715]
paragraph: Mr Orr seconded. [1674, 540, 1748, 552]
list-item: Mr. Standish's Longbeach. [574, 916, 685, 928]
paragraph: successfully housed. The problem, therefore, for our solution is how is this large estimated deficit, amounting to some proportion, to £951,002 to be provided for this year, and what action must we take to equalise our income and expenditure in future? For, although it is somewhat unusual, I am compelled by our peculiar circumstances to look beyond the present year, and in some way must take it out of the future. But before we can answer these questions satisfactorily we must examine the nature of the deficit, and ascertain whether it is of a temporary or a permanent character; because our mode of dealing with it will greatly depend upon the result of that examination. Now, to enable the Committee to come to a decision upon this important point, it will be necessary to examine and compare the receipts of the Consolidated Fund for some time past. I propose to do so for the last three years, and under three heads—Taxation, Services Rendered, and Land Fund. There was raised by Taxation in the financial year 1876-77, £2,318,643; in the year 1877-8 £1,424,029—being an increase of £106,386 over the preceding year. In the year 1878-9, £1,505,237—being an increase of £81,208 over the preceding year, or £185,594 over the year 1876-77; and this year the estimated amount of receipts is £1,512,000, being about £7000 only more than last year, though large proportion of the receipts of the years 1876-77 and 1877-78 respectively. For services rendered (omitting for reasons I will presently give, receipts from railways) there was received for the year 1876-77 L318,250; for the year 1877-78, L366,377; for the year 1878-79, L421,577; this year the estimated amount is L401,600. Here, also, as in the case of taxation, it will be found that the income has been marked and steady during the three years named, and that while the estimate of the total receipts for this year in respect of services rendered was about L20,000 less than the actual receipts of last year, an increase of amount in some of the items of receipt is anticipated. I will not trouble the Committee with remarks upon the separate items included under the two heads of taxation and services rendered, but I may say that the examination of tables, which will be appended to this Statement when published, will show that in almost every case there has been a steady increase from year to year. As I have said I have omitted receipts from railways. My reason for so doing is that our railway system was too incomplete in 1876-77 to compare fairly with the receipts of 1878-79, but according to the comparative Statement of Receipts and Expenditure on the railways made by the late Minister for Public Works in August last, the figures I have given under the head of services rendered do not show as large an increase as I might fairly claim. It is not, however, desirable in any way to overstate the case. I have not thought necessary to take receipts of more than three years for comparison. Had I done so, however, the only deduction to be drawn from a careful consideration of the figures, would certainly not have weakened my conclusion. On the contrary, the further back we go the stronger would my case appear. It may, then, I think, be fairly stated that our receipts from taxation are steadily increasing, as also our receipts from services rendered, and that the slight check which the revenue derived from these sources has met with during the current year is temporary only, and is fairly accounted for by the general depression of trade throughout the world. This fact should, I submit, give us confidence in the future as showing indisputably that our population is hard working and prosperous. In the financial year 1876-77, we received from land sales L870,619; pastoral rents, L136,036; total, L1,005,855. In the year 1877-78 land sales, L1,440,824; pastoral rents, L145,738; total, L1,586,562. Last year, land sales, L737,694; pastoral rents, L152,035; total L889,729. The estimated revenue, for this year is, land sales, L248,000; pastoral rents, L132,000; total, £380,000. It will be seen that the land sales last year only reached £737,694, falling short of the estimate by £384,304, and that this year they are estimated to produce only £248,000. Here, then, we find the cause of our deficit—the falling off in the Crown land sales of the last year. They had reached the estimate, and could be relied upon this year to yield £166,000 (this amount being about the average receipts of the last two preceding years. We should have this year a small surplus instead of an estimated deficit of £951,002. In other words, under our present system we require from land sales, exclusive of the cost of survey, and administration, something like £900,000 per annum; and of ordinary revenue it may be, I think, fairly anticipated that with the return of prosperity the annual sales will again be in excess of our wants. At present, however, we can't count on such a result. With these facts, then, before us, Sir, we are in a position to affirm what we should continue to treat land fund receipts as income, and were we content to sacrifice the future settlement of country for the sake of a temporary adjustment of finance, the deficit to which I have drawn attention would, with our large area of unsold land, be for some years to come of a permanent nature. So long, however, as we do so treat these receipts, we can't disguise from ourselves that in years of depression we shall be subject to large deficits, which it will be difficult to provide for without adding from time to time to our permanent indebtedness. In other words, we shall have an uncertain and therefore unsatisfactory finance, and shall be continuing the objectionable practice of relying upon what is really capital for ordinary expenditure, instead of providing for such expenditure as ought to be done out of our legitimate income. If on the other hand, we should determine that receipts from land sales are not income, and shall not in future be so treated, then it is clear that there is a permanent deficit of from L800,000 to L900,000 a year upon our present expenditure and income. So much then, Sir, for the nature of the deficiency with which we have to deal. Before, however, I answer the question as to how the Government propose to meet the estimated deficit of this year, and obviate a deficiency in future, it will be convenient that I should call the attention of the Committee to the state of our public debt, and the condition of the Public Works Account. [1113, 43, 1375, 1357]
list-item: Mr. J. Lunn's Robin Hood, 10st. [574, 798, 708, 809]
